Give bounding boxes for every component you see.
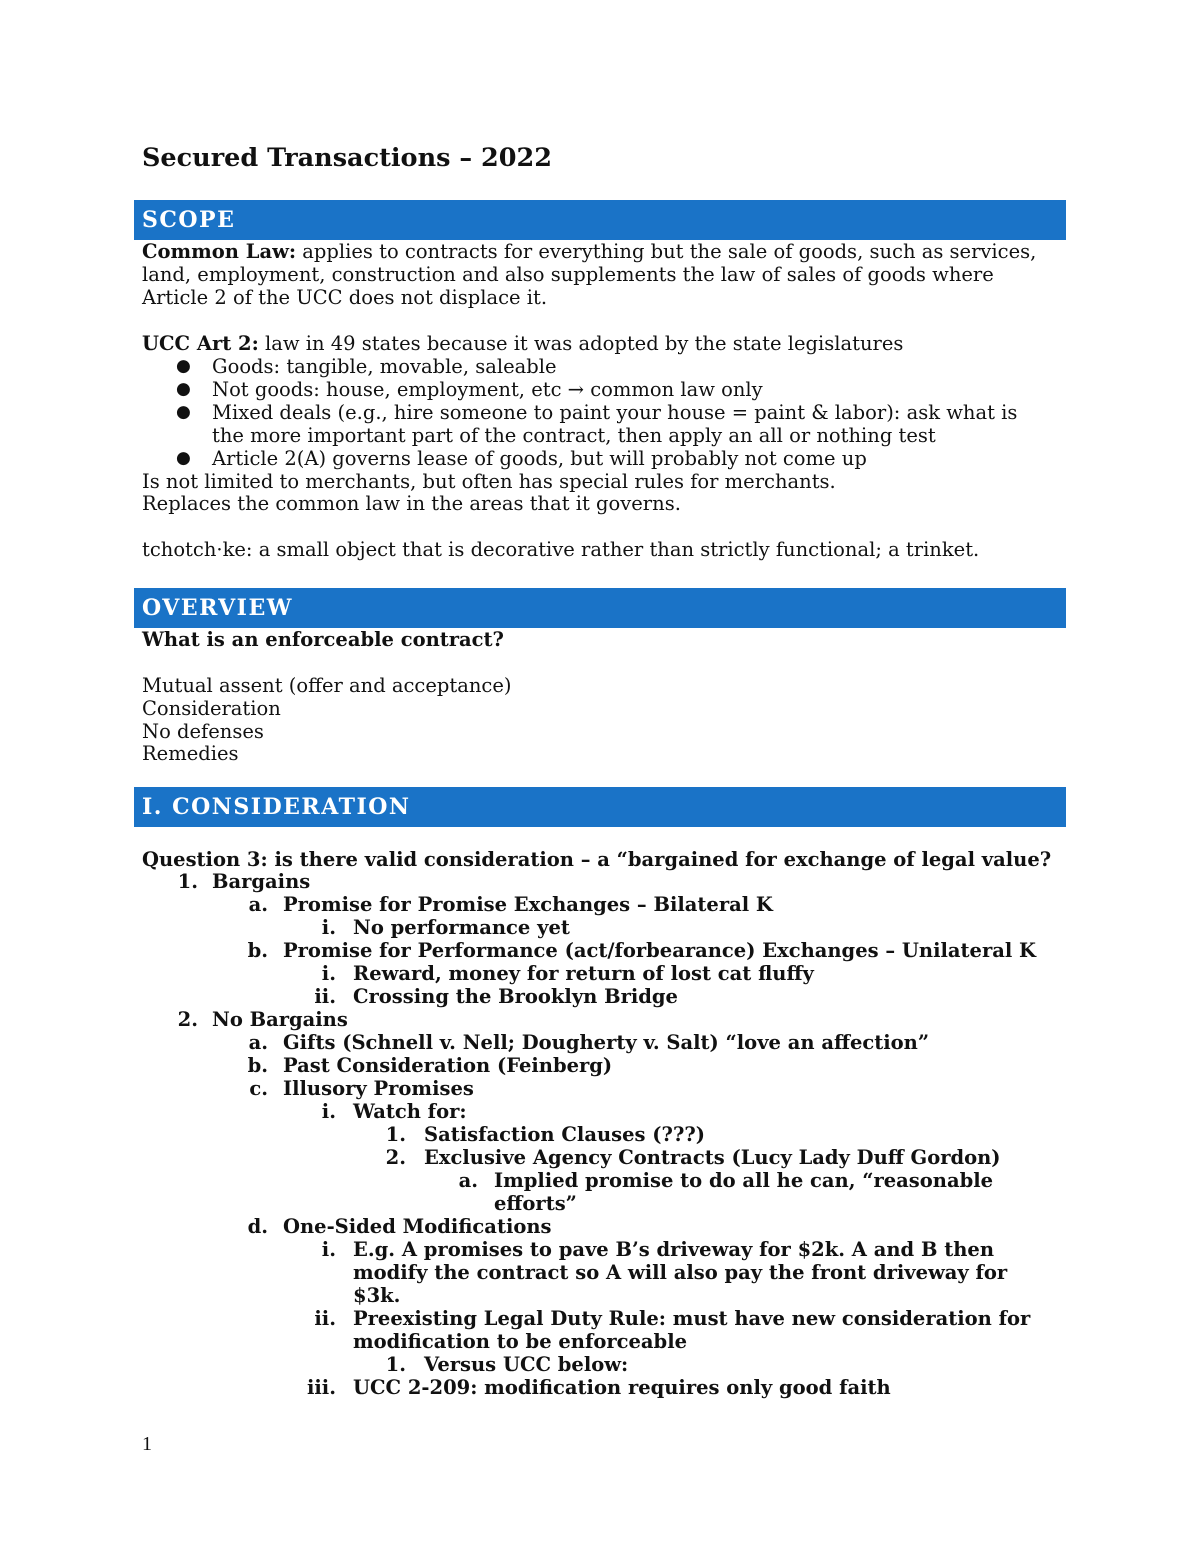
section-header-consideration (134, 787, 1066, 827)
common-law-line-2: land, employment, construction and also supplements the law of sales of goods where (142, 263, 994, 286)
outline-marker: i. (321, 962, 336, 985)
outline-marker: a. (248, 893, 268, 916)
outline-marker: a. (248, 1031, 268, 1054)
outline-marker: b. (247, 939, 268, 962)
section-header-overview (134, 588, 1066, 628)
outline-marker: 1. (385, 1123, 406, 1146)
outline-marker: i. (321, 1100, 336, 1123)
outline-marker: 2. (177, 1008, 198, 1031)
consideration-question: Question 3: is there valid consideration – a “bargained for exchange of legal value? (142, 848, 1052, 871)
page-number: 1 (142, 1433, 152, 1455)
outline-item: No performance yet (353, 916, 570, 939)
common-law-paragraph (142, 240, 1036, 263)
outline-item: E.g. A promises to pave B’s driveway for $2k. A and B then (353, 1238, 994, 1261)
outline-marker: b. (247, 1054, 268, 1077)
overview-item: Consideration (142, 697, 281, 720)
bullet-icon: ● (176, 356, 191, 376)
outline-marker: 1. (385, 1353, 406, 1376)
outline-item: Past Consideration (Feinberg) (283, 1054, 613, 1077)
scope-note: Is not limited to merchants, but often has special rules for merchants. (142, 470, 836, 493)
bullet-item: Mixed deals (e.g., hire someone to paint your house = paint & labor): ask what is (212, 401, 1018, 424)
outline-item: $3k. (353, 1284, 401, 1307)
bullet-item-continued: the more important part of the contract, then apply an all or nothing test (212, 424, 936, 447)
section-title: I. CONSIDERATION (142, 794, 411, 820)
outline-marker: d. (247, 1215, 268, 1238)
bullet-icon: ● (176, 402, 191, 422)
outline-item: Watch for: (353, 1100, 467, 1123)
outline-item: Versus UCC below: (424, 1353, 629, 1376)
outline-item: Gifts (Schnell v. Nell; Dougherty v. Salt) “love an affection” (283, 1031, 930, 1054)
ucc-label: UCC Art 2: (142, 332, 259, 355)
common-law-label: Common Law: (142, 240, 297, 263)
outline-item: UCC 2-209: modification requires only good faith (353, 1376, 891, 1399)
outline-item: Preexisting Legal Duty Rule: must have new consideration for (353, 1307, 1031, 1330)
overview-item: Remedies (142, 742, 239, 765)
outline-item: Illusory Promises (283, 1077, 474, 1100)
outline-item: Crossing the Brooklyn Bridge (353, 985, 678, 1008)
definition-text: tchotch·ke: a small object that is decorative rather than strictly functional; a trinket. (142, 538, 980, 561)
outline-item: Promise for Performance (act/forbearance) Exchanges – Unilateral K (283, 939, 1037, 962)
outline-marker: a. (458, 1169, 478, 1192)
outline-item: Implied promise to do all he can, “reasonable (494, 1169, 994, 1192)
overview-item: No defenses (142, 720, 264, 743)
outline-marker: 2. (385, 1146, 406, 1169)
outline-item: Exclusive Agency Contracts (Lucy Lady Duff Gordon) (424, 1146, 1001, 1169)
outline-item: Reward, money for return of lost cat fluffy (353, 962, 814, 985)
outline-marker: ii. (314, 985, 336, 1008)
outline-marker: i. (321, 1238, 336, 1261)
outline-marker: i. (321, 916, 336, 939)
ucc-paragraph (142, 332, 903, 355)
outline-item: Satisfaction Clauses (???) (424, 1123, 706, 1146)
section-title: OVERVIEW (142, 595, 293, 621)
bullet-item: Article 2(A) governs lease of goods, but will probably not come up (212, 447, 867, 470)
outline-marker: ii. (314, 1307, 336, 1330)
section-title: SCOPE (142, 207, 236, 233)
bullet-icon: ● (176, 379, 191, 399)
bullet-item: Not goods: house, employment, etc → common law only (212, 378, 763, 401)
bullet-item: Goods: tangible, movable, saleable (212, 355, 557, 378)
common-law-text: applies to contracts for everything but the sale of goods, such as services, (296, 240, 1037, 263)
ucc-text: law in 49 states because it was adopted by the state legislatures (258, 332, 904, 355)
scope-note: Replaces the common law in the areas that it governs. (142, 492, 681, 515)
outline-item: modification to be enforceable (353, 1330, 688, 1353)
outline-item: Bargains (212, 870, 311, 893)
outline-item: modify the contract so A will also pay the front driveway for (353, 1261, 1008, 1284)
outline-item: One-Sided Modifications (283, 1215, 552, 1238)
outline-item: efforts” (494, 1192, 577, 1215)
overview-question: What is an enforceable contract? (142, 628, 504, 651)
outline-item: Promise for Promise Exchanges – Bilateral K (283, 893, 773, 916)
outline-item: No Bargains (212, 1008, 348, 1031)
bullet-icon: ● (176, 448, 191, 468)
document-title: Secured Transactions – 2022 (142, 143, 552, 173)
common-law-line-3: Article 2 of the UCC does not displace it. (142, 286, 548, 309)
outline-marker: iii. (306, 1376, 336, 1399)
outline-marker: 1. (177, 870, 198, 893)
section-header-scope (134, 200, 1066, 240)
overview-item: Mutual assent (offer and acceptance) (142, 674, 512, 697)
outline-marker: c. (249, 1077, 268, 1100)
